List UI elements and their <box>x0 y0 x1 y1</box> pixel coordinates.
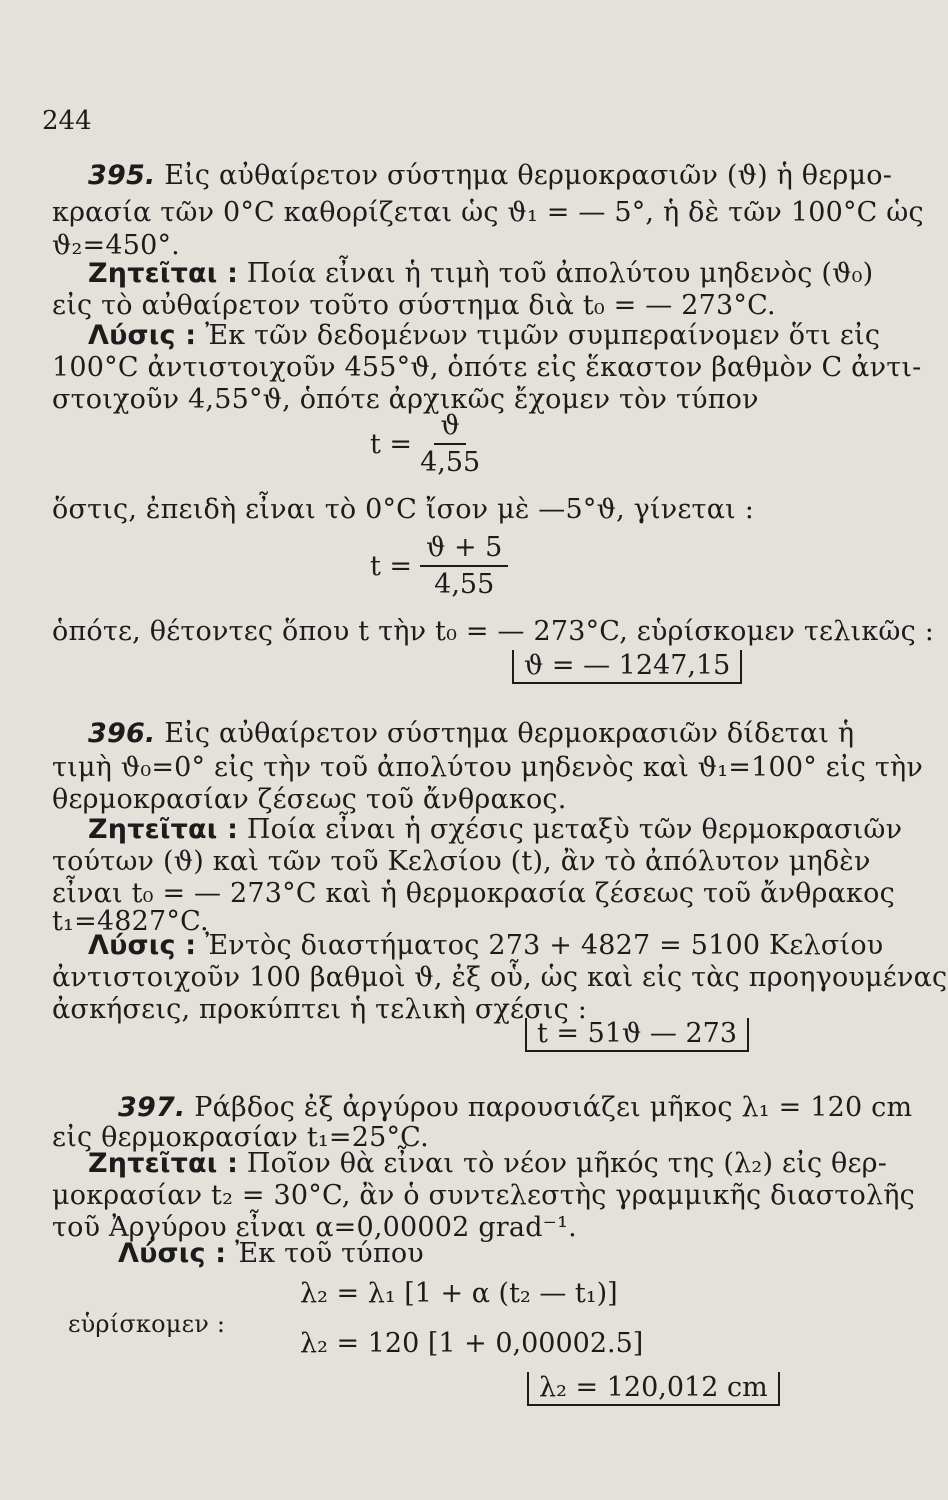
problem-396-line-1: 396. Εἰς αὐθαίρετον σύστημα θερμοκρασιῶν δίδεται ἡ <box>88 718 855 749</box>
problem-395-mid-text: ὅστις, ἐπειδὴ εἶναι τὸ 0°C ἴσον μὲ —5°ϑ, γίνεται : <box>52 494 754 525</box>
formula-numerator: ϑ + 5 <box>420 532 508 567</box>
formula-linear-expansion: λ₂ = λ₁ [1 + α (t₂ — t₁)] <box>300 1278 618 1309</box>
problem-395-line-2: κρασία τῶν 0°C καθορίζεται ὡς ϑ₁ = — 5°, ἡ δὲ τῶν 100°C ὡς <box>52 197 924 228</box>
formula-t-theta: t = $\frac{ϑ}{4,55}$ <box>370 410 481 478</box>
problem-395-ask-line-2: εἰς τὸ αὐθαίρετον τοῦτο σύστημα διὰ t₀ = — 273°C. <box>52 290 776 321</box>
formula-denominator: 4,55 <box>420 447 481 478</box>
problem-396-ask-line-2: τούτων (ϑ) καὶ τῶν τοῦ Κελσίου (t), ἂν τὸ ἀπόλυτον μηδὲν <box>52 846 871 877</box>
result-box-397: λ₂ = 120,012 cm <box>527 1372 780 1406</box>
problem-397-ask-line-2: μοκρασίαν t₂ = 30°C, ἂν ὁ συντελεστὴς γραμμικῆς διαστολῆς <box>52 1180 915 1211</box>
formula-t-theta-plus-5: t = $\frac{ϑ + 5}{4,55}$ <box>370 532 508 600</box>
found-label: εὑρίσκομεν : <box>68 1310 226 1338</box>
problem-397-line-1: 397. Ράβδος ἐξ ἀργύρου παρουσιάζει μῆκος λ₁ = 120 cm <box>118 1092 913 1123</box>
problem-395-sol-line-3: στοιχοῦν 4,55°ϑ, ὁπότε ἀρχικῶς ἔχομεν τὸν τύπον <box>52 384 759 415</box>
ask-label: Ζητεῖται : <box>88 258 239 289</box>
problem-396-sol-line-3: ἀσκήσεις, προκύπτει ἡ τελικὴ σχέσις : <box>52 994 588 1025</box>
ask-label: Ζητεῖται : <box>88 1148 239 1179</box>
problem-395-line-1: 395. Εἰς αὐθαίρετον σύστημα θερμοκρασιῶν (ϑ) ἡ θερμο- <box>88 160 893 191</box>
problem-397-line-2: εἰς θερμοκρασίαν t₁=25°C. <box>52 1122 429 1153</box>
solution-label: Λύσις : <box>88 930 197 961</box>
problem-397-ask: Ζητεῖται : Ποῖον θὰ εἶναι τὸ νέον μῆκός της (λ₂) εἰς θερ- <box>88 1148 888 1179</box>
problem-396-sol-line-2: ἀντιστοιχοῦν 100 βαθμοὶ ϑ, ἐξ οὗ, ὡς καὶ εἰς τὰς προηγουμένας <box>52 962 948 993</box>
problem-396-ask: Ζητεῖται : Ποία εἶναι ἡ σχέσις μεταξὺ τῶν θερμοκρασιῶν <box>88 814 903 845</box>
solution-label: Λύσις : <box>118 1238 227 1269</box>
problem-397-number: 397. <box>118 1092 186 1123</box>
problem-396-ask-line-3: εἶναι t₀ = — 273°C καὶ ἡ θερμοκρασία ζέσεως τοῦ ἄνθρακος <box>52 878 895 909</box>
problem-395-line-3: ϑ₂=450°. <box>52 230 180 261</box>
problem-397-solution: Λύσις : Ἐκ τοῦ τύπου <box>118 1238 424 1269</box>
solution-label: Λύσις : <box>88 320 197 351</box>
formula-numerator: ϑ <box>434 410 465 445</box>
problem-396-ask-line-4: t₁=4827°C. <box>52 906 209 937</box>
problem-396-number: 396. <box>88 718 156 749</box>
formula-denominator: 4,55 <box>434 569 495 600</box>
problem-396-line-2: τιμὴ ϑ₀=0° εἰς τὴν τοῦ ἀπολύτου μηδενὸς καὶ ϑ₁=100° εἰς τὴν <box>52 752 923 783</box>
problem-396-line-3: θερμοκρασίαν ζέσεως τοῦ ἄνθρακος. <box>52 784 567 815</box>
formula-substitution: λ₂ = 120 [1 + 0,00002.5] <box>300 1328 644 1359</box>
result-box-396: t = 51ϑ — 273 <box>525 1018 749 1052</box>
problem-395-sol-line-2: 100°C ἀντιστοιχοῦν 455°ϑ, ὁπότε εἰς ἕκαστον βαθμὸν C ἀντι- <box>52 352 922 383</box>
ask-label: Ζητεῖται : <box>88 814 239 845</box>
page-number: 244 <box>42 106 92 136</box>
problem-395-number: 395. <box>88 160 156 191</box>
problem-395-solution: Λύσις : Ἐκ τῶν δεδομένων τιμῶν συμπεραίνομεν ὅτι εἰς <box>88 320 881 351</box>
problem-395-ask: Ζητεῖται : Ποία εἶναι ἡ τιμὴ τοῦ ἀπολύτου μηδενὸς (ϑ₀) <box>88 258 874 289</box>
problem-395-end-text: ὁπότε, θέτοντες ὅπου t τὴν t₀ = — 273°C, εὑρίσκομεν τελικῶς : <box>52 616 935 647</box>
result-box-395: ϑ = — 1247,15 <box>512 650 742 684</box>
problem-396-solution: Λύσις : Ἐντὸς διαστήματος 273 + 4827 = 5100 Κελσίου <box>88 930 884 961</box>
problem-397-ask-line-3: τοῦ Ἀργύρου εἶναι α=0,00002 grad⁻¹. <box>52 1212 577 1243</box>
